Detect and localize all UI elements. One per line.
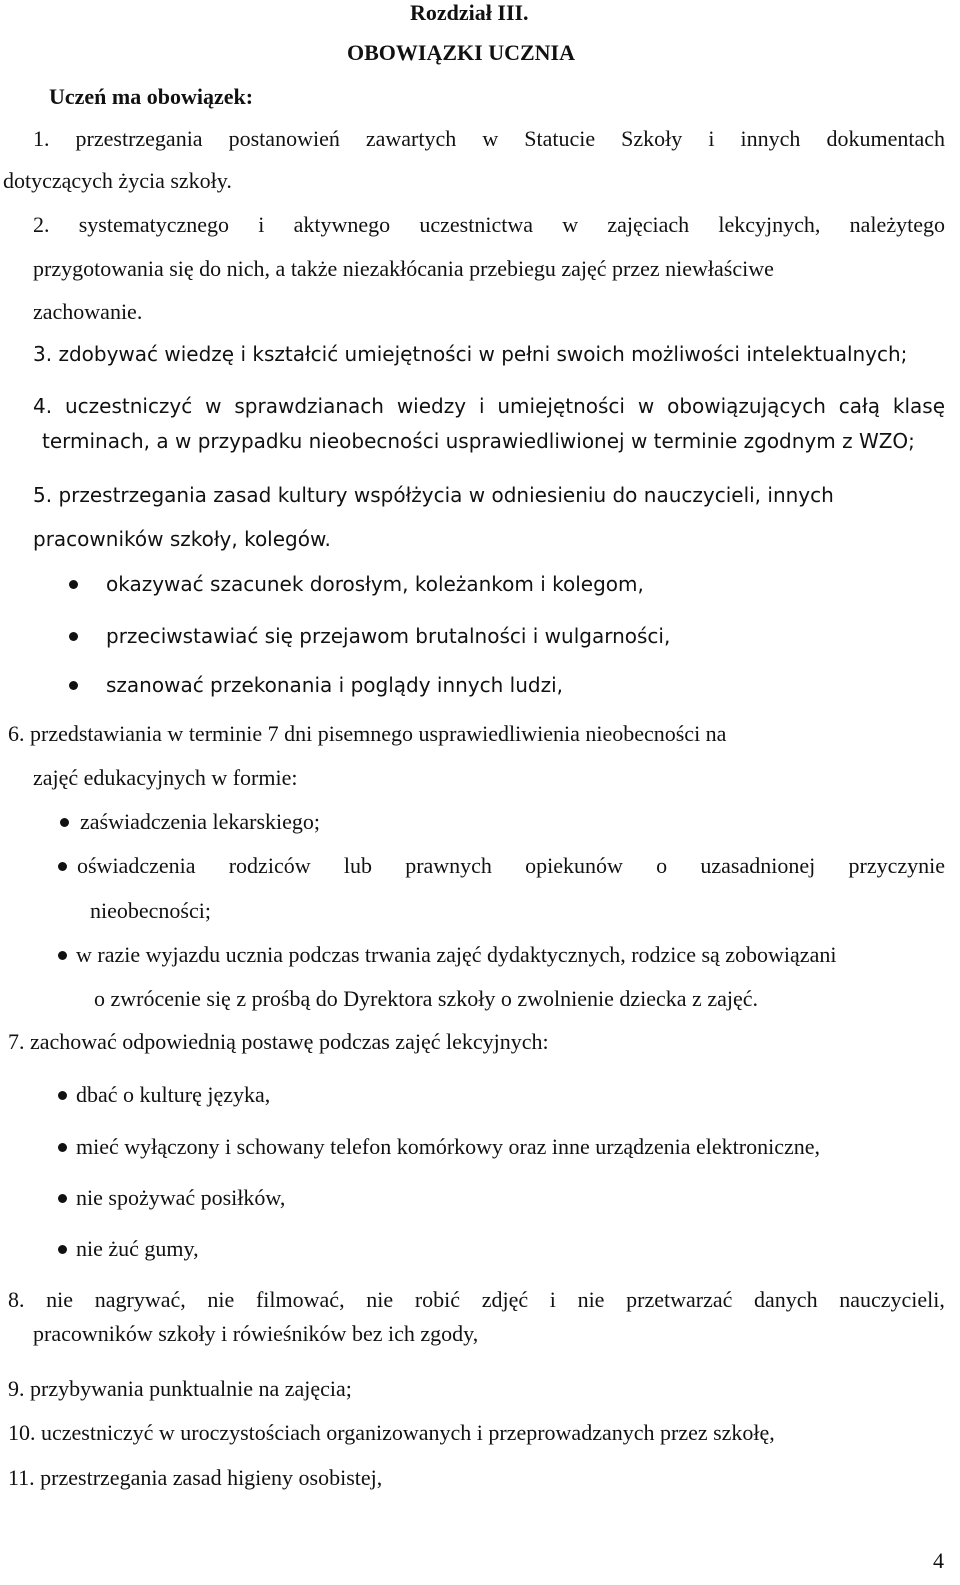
item-2-line-3: zachowanie.: [33, 299, 143, 324]
word: umiejętności: [497, 394, 625, 418]
bullet-icon: [58, 1091, 67, 1100]
word: i: [708, 126, 715, 151]
word: przestrzegania: [75, 126, 203, 151]
bullet-icon: [58, 862, 67, 871]
word: nie: [366, 1287, 394, 1312]
word: zajęciach: [607, 212, 690, 237]
word: przetwarzać: [626, 1287, 733, 1312]
word: i: [549, 1287, 556, 1312]
word: w: [482, 126, 499, 151]
item-7-bullet-3: nie spożywać posiłków,: [76, 1185, 286, 1210]
bullet-icon: [69, 681, 78, 690]
word: nie: [577, 1287, 605, 1312]
word: zdjęć: [481, 1287, 529, 1312]
item-7-bullet-4: nie żuć gumy,: [76, 1236, 199, 1261]
bullet-icon: [58, 951, 67, 960]
word: lub: [343, 853, 372, 878]
word: robić: [414, 1287, 461, 1312]
word: oświadczenia: [77, 853, 196, 878]
item-6-line-2: zajęć edukacyjnych w formie:: [33, 765, 298, 790]
item-11-line-1: 11. przestrzegania zasad higieny osobistej,: [8, 1465, 383, 1490]
word: innych: [740, 126, 801, 151]
item-9-line-1: 9. przybywania punktualnie na zajęcia;: [8, 1376, 352, 1401]
word: Statucie: [524, 126, 596, 151]
word: i: [258, 212, 265, 237]
item-5-line-2: pracowników szkoły, kolegów.: [33, 527, 331, 551]
bullet-icon: [69, 632, 78, 641]
item-7-line-1: 7. zachować odpowiednią postawę podczas zajęć lekcyjnych:: [8, 1029, 549, 1054]
item-6-bullet-3-cont: o zwrócenie się z prośbą do Dyrektora szkoły o zwolnienie dziecka z zajęć.: [94, 986, 758, 1011]
word: w: [562, 212, 579, 237]
item-5-line-1: 5. przestrzegania zasad kultury współżycia w odniesieniu do nauczycieli, innych: [33, 483, 834, 507]
word: uczestnictwa: [419, 212, 533, 237]
chapter-heading: Rozdział III.: [410, 0, 529, 25]
word: danych: [754, 1287, 818, 1312]
word: systematycznego: [78, 212, 230, 237]
word: w: [205, 394, 222, 418]
word: uzasadnionej: [700, 853, 816, 878]
item-6-bullet-2: [77, 853, 945, 879]
item-5-bullet-1: okazywać szacunek dorosłym, koleżankom i kolegom,: [106, 572, 644, 596]
word: postanowień: [228, 126, 340, 151]
word: nie: [207, 1287, 235, 1312]
word: nie: [46, 1287, 74, 1312]
page-number: 4: [933, 1548, 944, 1573]
item-2-line-1: [33, 212, 945, 238]
word: i: [478, 394, 485, 418]
bullet-icon: [58, 1194, 67, 1203]
item-7-bullet-2: mieć wyłączony i schowany telefon komórkowy oraz inne urządzenia elektroniczne,: [76, 1134, 821, 1159]
bullet-icon: [69, 580, 78, 589]
word: rodziców: [228, 853, 311, 878]
word: dokumentach: [826, 126, 945, 151]
word: w: [637, 394, 655, 418]
word: 8.: [8, 1287, 25, 1312]
word: uczestniczyć: [64, 394, 193, 418]
item-5-bullet-3: szanować przekonania i poglądy innych ludzi,: [106, 673, 564, 697]
word: opiekunów: [525, 853, 623, 878]
word: nagrywać,: [94, 1287, 186, 1312]
bullet-icon: [60, 818, 69, 827]
item-6-bullet-2-cont: nieobecności;: [90, 898, 211, 923]
word: 1.: [33, 126, 50, 151]
item-3-line-1: 3. zdobywać wiedzę i kształcić umiejętności w pełni swoich możliwości intelektualnych;: [33, 342, 908, 366]
word: aktywnego: [293, 212, 391, 237]
word: filmować,: [255, 1287, 345, 1312]
word: o: [656, 853, 668, 878]
bullet-icon: [58, 1245, 67, 1254]
word: całą: [838, 394, 880, 418]
word: obowiązujących: [667, 394, 826, 418]
word: prawnych: [405, 853, 492, 878]
item-2-line-2: przygotowania się do nich, a także niezakłócania przebiegu zajęć przez niewłaściwe: [33, 256, 774, 281]
item-6-line-1: 6. przedstawiania w terminie 7 dni pisemnego usprawiedliwienia nieobecności na: [8, 721, 727, 746]
chapter-intro: Uczeń ma obowiązek:: [49, 84, 254, 109]
item-8-line-1: [8, 1287, 945, 1313]
item-8-line-2: pracowników szkoły i rówieśników bez ich zgody,: [33, 1321, 479, 1346]
word: sprawdzianach: [234, 394, 384, 418]
bullet-icon: [58, 1143, 67, 1152]
item-6-bullet-1: zaświadczenia lekarskiego;: [80, 809, 321, 834]
word: 2.: [33, 212, 50, 237]
item-1-line-1: [33, 126, 945, 152]
word: wiedzy: [396, 394, 467, 418]
item-6-bullet-3: w razie wyjazdu ucznia podczas trwania zajęć dydaktycznych, rodzice są zobowiązani: [76, 942, 837, 967]
word: zawartych: [365, 126, 457, 151]
item-1-line-2: dotyczących życia szkoły.: [3, 168, 232, 193]
item-4-line-1: [33, 393, 945, 419]
word: przyczynie: [848, 853, 945, 878]
word: należytego: [849, 212, 945, 237]
word: lekcyjnych,: [718, 212, 821, 237]
item-4-line-2: terminach, a w przypadku nieobecności usprawiedliwionej w terminie zgodnym z WZO;: [42, 429, 915, 453]
word: nauczycieli,: [839, 1287, 945, 1312]
chapter-title: OBOWIĄZKI UCZNIA: [347, 40, 575, 65]
word: 4.: [33, 394, 53, 418]
item-5-bullet-2: przeciwstawiać się przejawom brutalności i wulgarności,: [106, 624, 671, 648]
item-10-line-1: 10. uczestniczyć w uroczystościach organizowanych i przeprowadzanych przez szkołę,: [8, 1420, 775, 1445]
item-7-bullet-1: dbać o kulturę języka,: [76, 1082, 271, 1107]
word: klasę: [892, 394, 945, 418]
word: Szkoły: [621, 126, 683, 151]
